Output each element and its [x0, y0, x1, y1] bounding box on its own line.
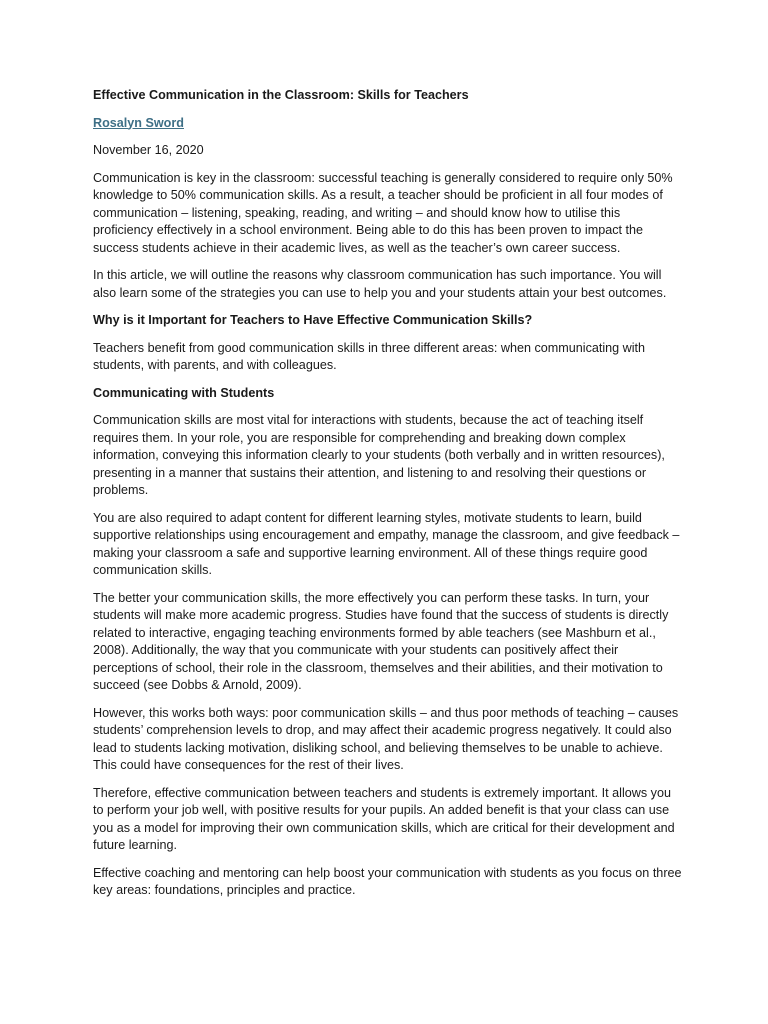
paragraph: Therefore, effective communication between teachers and students is extremely important. It allows you to perform your job well, with positive results for your pupils. An added benefit is that your class can use you as a model for improving their own communication skills, which are critical for their development and future learning.: [93, 785, 675, 852]
publish-date: November 16, 2020: [93, 143, 204, 157]
author-link[interactable]: Rosalyn Sword: [93, 115, 184, 130]
paragraph: The better your communication skills, the more effectively you can perform these tasks. In turn, your students will make more academic progress. Studies have found that the success of students is directly related to interactive, engaging teaching environments formed by able teachers (see Mashburn et al., 2008). Additionally, the way that you communicate with your students can positively affect their perceptions of school, their role in the classroom, themselves and their abilities, and their motivation to succeed (see Dobbs & Arnold, 2009).: [93, 590, 669, 692]
article: [93, 87, 683, 910]
article-title: Effective Communication in the Classroom: Skills for Teachers: [93, 88, 469, 102]
paragraph: In this article, we will outline the reasons why classroom communication has such importance. You will also learn some of the strategies you can use to help you and your students attain your best outcomes.: [93, 268, 667, 300]
section-heading-students: Communicating with Students: [93, 385, 275, 400]
paragraph: Effective coaching and mentoring can help boost your communication with students as you focus on three key areas: foundations, principles and practice.: [93, 865, 682, 897]
paragraph: Communication is key in the classroom: successful teaching is generally considered to require only 50% knowledge to 50% communication skills. As a result, a teacher should be proficient in all four modes of communication – listening, speaking, reading, and writing – and should know how to utilise this proficiency effectively in a school environment. Being able to do this has been proven to impact the success students achieve in their academic lives, as well as the teacher’s own career success.: [93, 170, 673, 255]
paragraph: Communication skills are most vital for interactions with students, because the act of teaching itself requires them. In your role, you are responsible for comprehending and breaking down complex information, conveying this information clearly to your students (both verbally and in written resources), presenting in a manner that sustains their attention, and listening to and resolving their questions or problems.: [93, 413, 665, 497]
paragraph: Teachers benefit from good communication skills in three different areas: when communicating with students, with parents, and with colleagues.: [93, 340, 646, 372]
section-heading-why: Why is it Important for Teachers to Have Effective Communication Skills?: [93, 313, 533, 327]
paragraph: However, this works both ways: poor communication skills – and thus poor methods of teaching – causes students’ comprehension levels to drop, and may affect their academic progress negatively. It could also lead to students lacking motivation, disliking school, and believing themselves to be unable to achieve. This could have consequences for the rest of their lives.: [93, 705, 679, 772]
paragraph: You are also required to adapt content for different learning styles, motivate students to learn, build supportive relationships using encouragement and empathy, manage the classroom, and give feedback – making your classroom a safe and supportive learning environment. All of these things require good communication skills.: [93, 510, 680, 577]
author-line: [93, 115, 683, 133]
